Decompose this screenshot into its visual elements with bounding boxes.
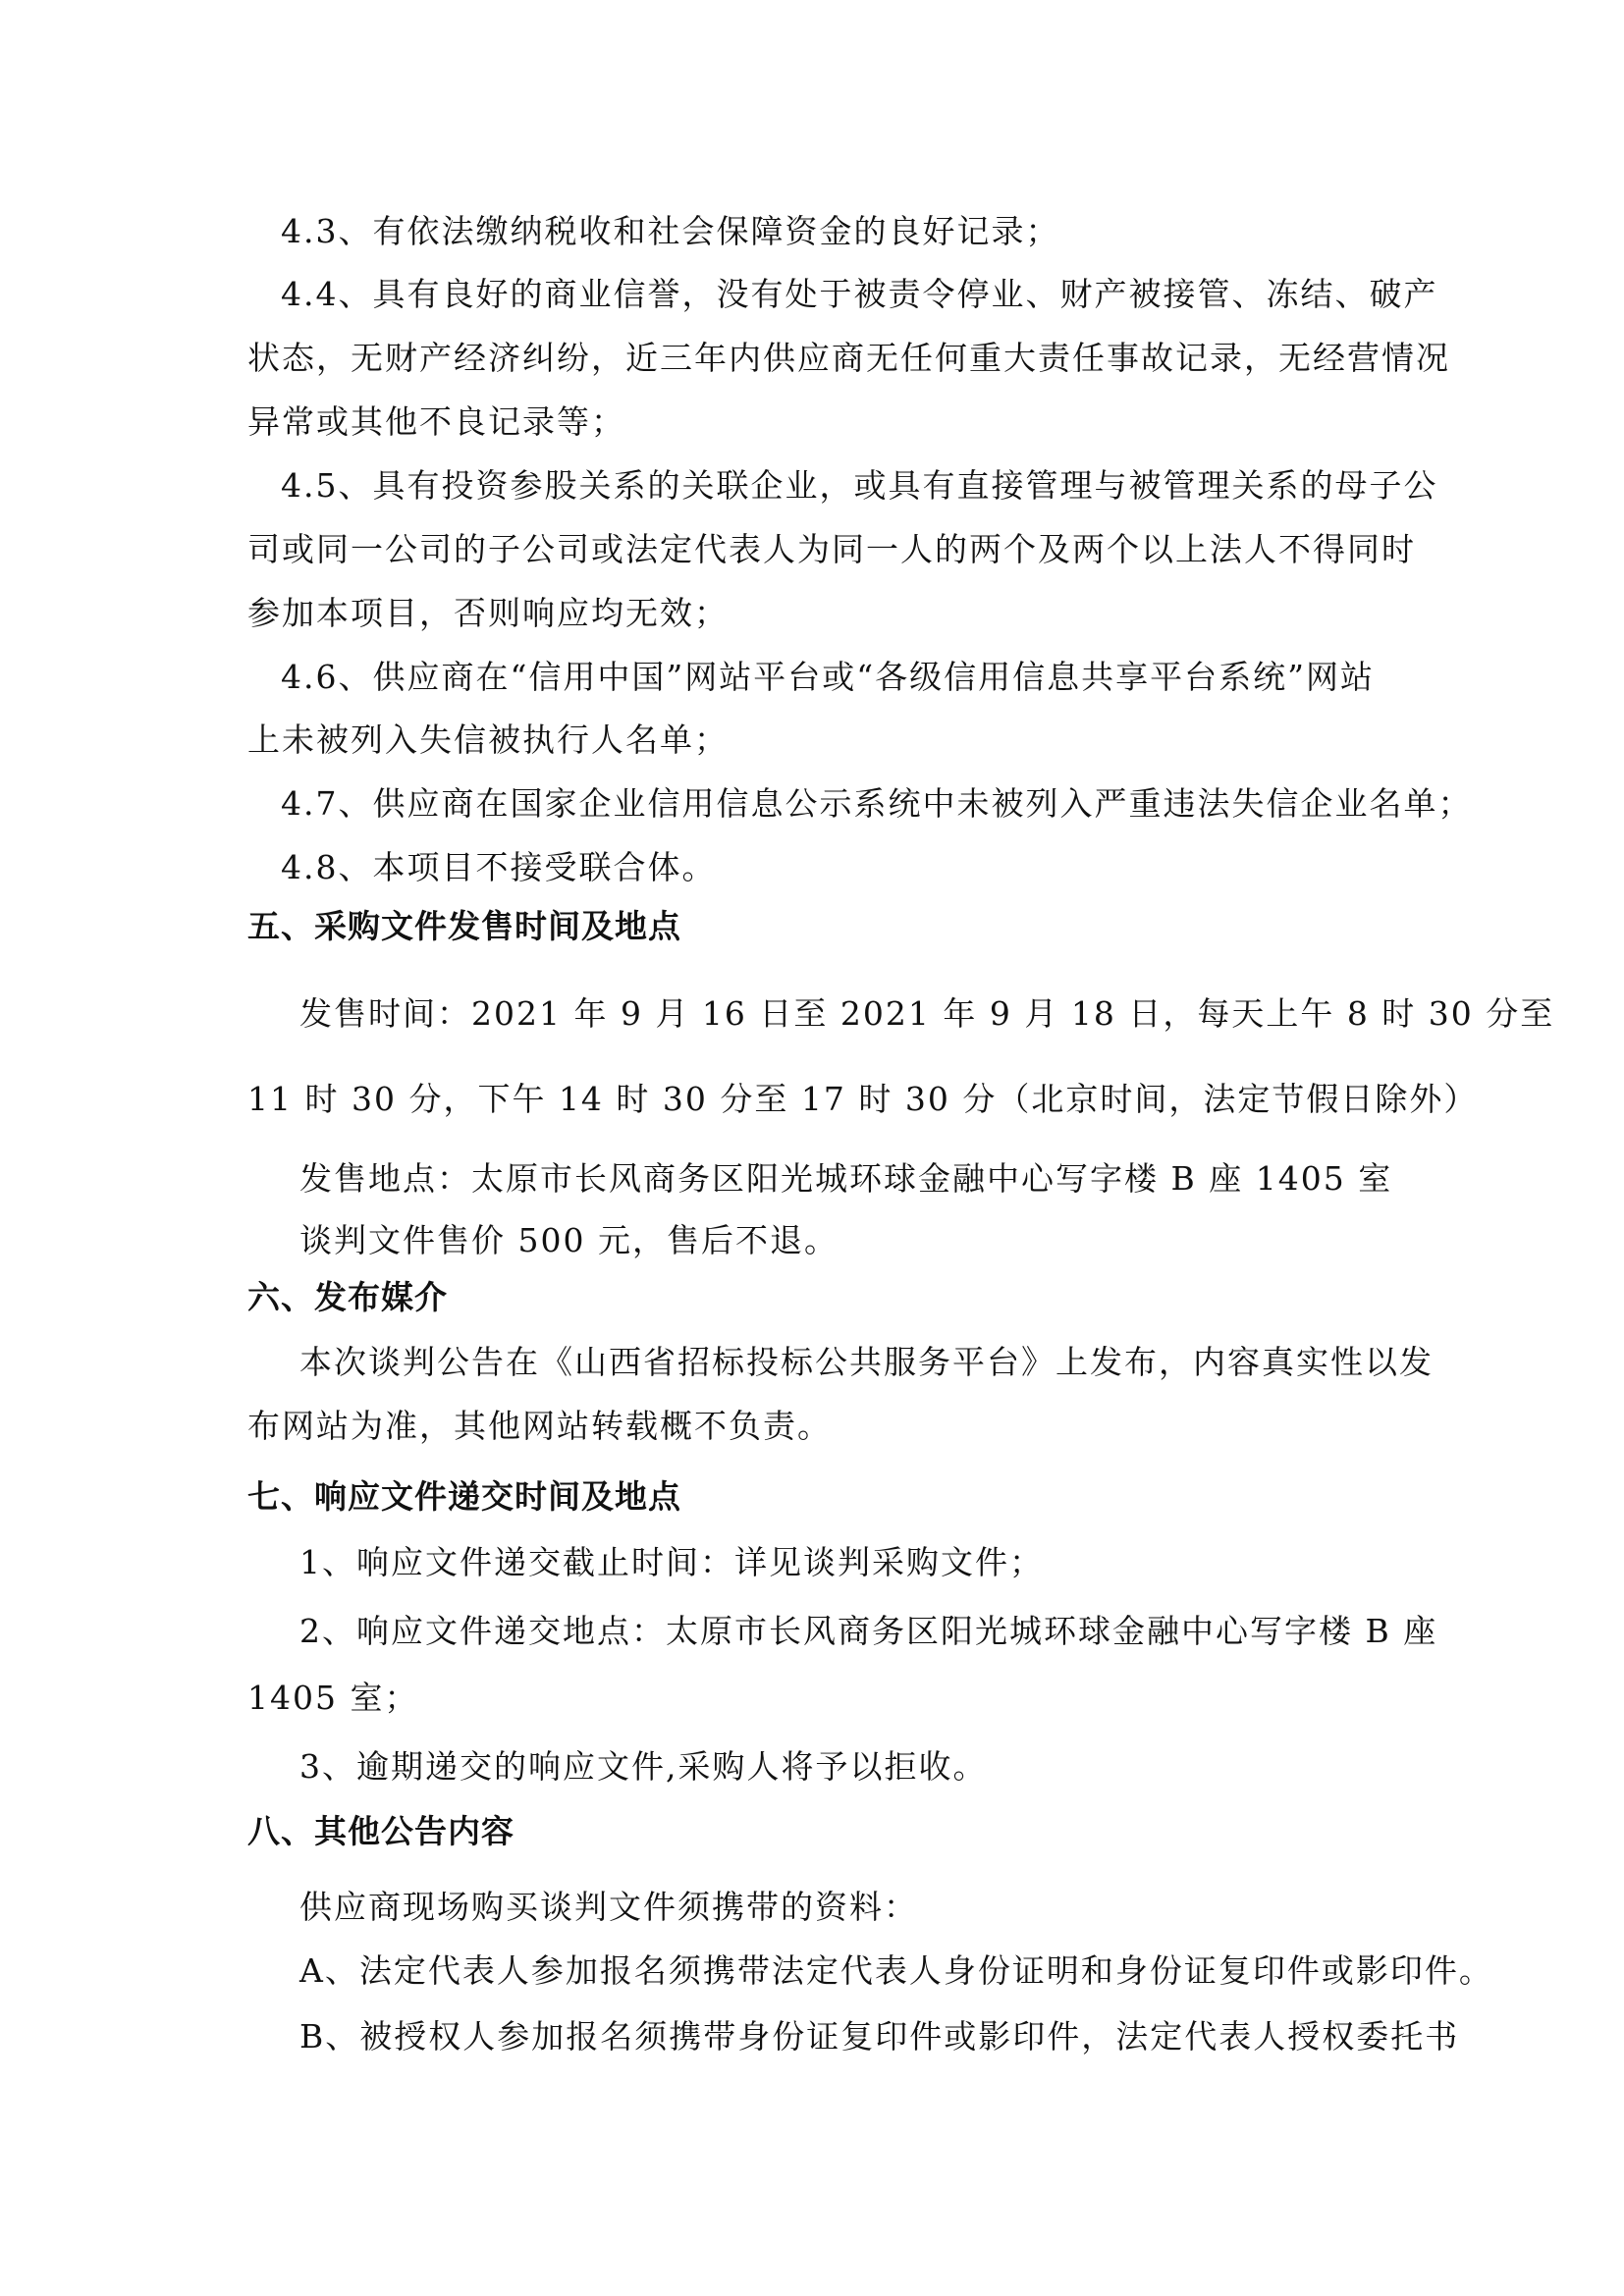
sale-time-line2: 11 时 30 分，下午 14 时 30 分至 17 时 30 分（北京时间，法定节假日除外） <box>247 1080 1479 1118</box>
response-item3: 3、逾期递交的响应文件,采购人将予以拒收。 <box>299 1747 988 1786</box>
sale-time-line1: 发售时间：2021 年 9 月 16 日至 2021 年 9 月 18 日，每天上午 8 时 30 分至 <box>299 994 1555 1033</box>
section-7-heading: 七、响应文件递交时间及地点 <box>247 1477 681 1516</box>
media-line2: 布网站为准，其他网站转载概不负责。 <box>247 1407 832 1445</box>
sale-place: 发售地点：太原市长风商务区阳光城环球金融中心写字楼 B 座 1405 室 <box>299 1159 1393 1198</box>
item-4-4-line3: 异常或其他不良记录等； <box>247 402 625 441</box>
other-item-b: B、被授权人参加报名须携带身份证复印件或影印件，法定代表人授权委托书 <box>299 2017 1460 2056</box>
other-item-a: A、法定代表人参加报名须携带法定代表人身份证明和身份证复印件或影印件。 <box>299 1951 1493 1990</box>
item-4-5-line1: 4.5、具有投资参股关系的关联企业，或具有直接管理与被管理关系的母子公 <box>281 466 1438 505</box>
response-item2-line1: 2、响应文件递交地点：太原市长风商务区阳光城环球金融中心写字楼 B 座 <box>299 1612 1438 1650</box>
section-6-heading: 六、发布媒介 <box>247 1278 448 1316</box>
item-4-6-line1: 4.6、供应商在“信用中国”网站平台或“各级信用信息共享平台系统”网站 <box>281 658 1375 696</box>
response-item1: 1、响应文件递交截止时间：详见谈判采购文件； <box>299 1543 1044 1581</box>
item-4-8: 4.8、本项目不接受联合体。 <box>281 848 717 886</box>
section-5-heading: 五、采购文件发售时间及地点 <box>247 907 681 945</box>
response-item2-line2: 1405 室； <box>247 1679 419 1717</box>
item-4-7: 4.7、供应商在国家企业信用信息公示系统中未被列入严重违法失信企业名单； <box>281 784 1473 823</box>
item-4-4-line2: 状态，无财产经济纠纷，近三年内供应商无任何重大责任事故记录，无经营情况 <box>247 339 1450 377</box>
item-4-5-line2: 司或同一公司的子公司或法定代表人为同一人的两个及两个以上法人不得同时 <box>247 530 1416 568</box>
item-4-4-line1: 4.4、具有良好的商业信誉，没有处于被责令停业、财产被接管、冻结、破产 <box>281 275 1438 313</box>
item-4-5-line3: 参加本项目，否则响应均无效； <box>247 594 729 632</box>
sale-price: 谈判文件售价 500 元，售后不退。 <box>299 1221 839 1259</box>
section-8-heading: 八、其他公告内容 <box>247 1812 514 1850</box>
item-4-3: 4.3、有依法缴纳税收和社会保障资金的良好记录； <box>281 212 1060 250</box>
item-4-6-line2: 上未被列入失信被执行人名单； <box>247 721 729 759</box>
other-intro: 供应商现场购买谈判文件须携带的资料： <box>299 1888 918 1926</box>
media-line1: 本次谈判公告在《山西省招标投标公共服务平台》上发布，内容真实性以发 <box>299 1343 1434 1381</box>
